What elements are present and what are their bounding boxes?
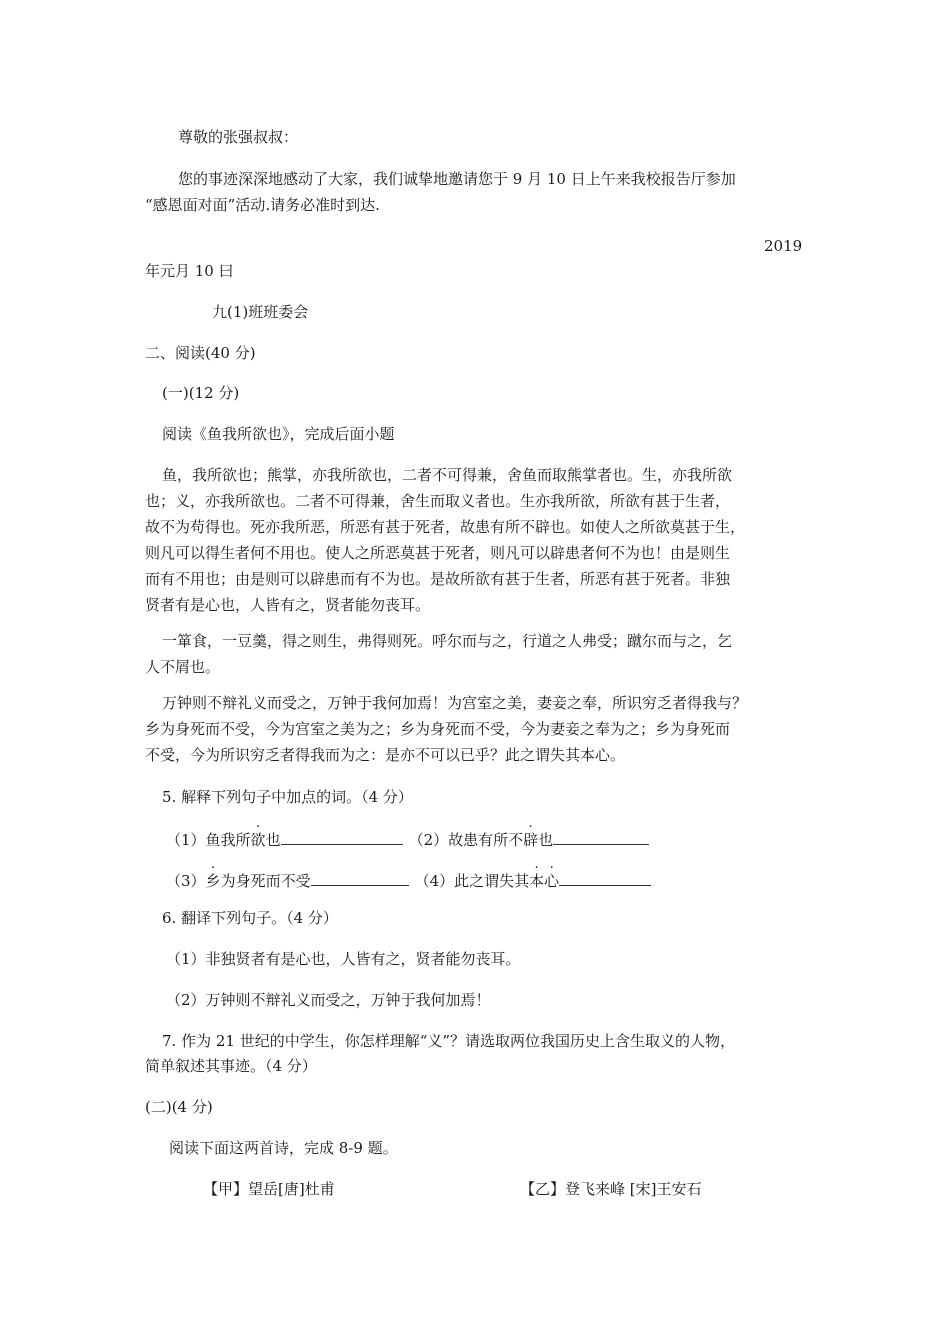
q5-item3-pre: （3） [166,872,206,890]
letter-salutation: 尊敬的张强叔叔： [178,128,299,146]
question-6-stem: 6. 翻译下列句子。（4 分） [162,909,338,927]
passage-line: 鱼，我所欲也；熊掌，亦我所欲也，二者不可得兼，舍鱼而取熊掌者也。生，亦我所欲 [162,466,733,484]
question-5-stem: 5. 解释下列句子中加点的词。（4 分） [162,788,413,806]
letter-signature: 九(1)班班委会 [212,303,309,321]
letter-body-line1: 您的事迹深深地感动了大家，我们诚挚地邀请您于 9 月 10 日上午来我校报告厅参加 [178,170,736,188]
passage-line: 一箪食，一豆羹，得之则生，弗得则死。呼尔而与之，行道之人弗受；蹴尔而与之，乞 [162,632,733,650]
question-7-line1: 7. 作为 21 世纪的中学生，你怎样理解“义”？请选取两位我国历史上含生取义的人物， [162,1032,736,1050]
passage-line: 人不屑也。 [145,658,221,676]
answer-blank-1[interactable] [281,826,403,845]
passage-line: 故不为苟得也。死亦我所恶，所恶有甚于死者，故患有所不辟也。如使人之所欲莫甚于生， [145,518,746,536]
q5-item4-pre: （4）此之谓失其 [414,872,530,890]
poem-a-title: 【甲】望岳[唐]杜甫 [203,1180,335,1198]
answer-blank-4[interactable] [559,867,651,886]
part1-title: (一)(12 分) [162,384,240,402]
q5-item1-pre: （1）鱼我所 [166,831,251,849]
question-5-row1 [166,826,649,852]
part2-title: (二)(4 分) [145,1098,213,1116]
question-7-line2: 简单叙述其事迹。（4 分） [145,1057,317,1075]
passage-line: 也；义，亦我所欲也。二者不可得兼，舍生而取义者也。生亦我所欲，所欲有甚于生者， [145,492,731,510]
question-5-row2 [166,867,651,893]
q5-item1-dotted-word: 欲 [250,831,266,849]
q5-item2-post: 也 [538,831,554,849]
q5-item3-dotted-word: 乡 [205,872,221,890]
passage-line: 万钟则不辩礼义而受之，万钟于我何加焉！为宫室之美，妻妾之奉，所识穷乏者得我与？ [162,694,748,712]
question-6-sentence1: （1）非独贤者有是心也，人皆有之，贤者能勿丧耳。 [166,950,521,968]
q5-item4-dotted-word2: 心 [544,872,560,890]
passage-line: 而有不用也；由是则可以辟患而有不为也。是故所欲有甚于生者，所恶有甚于死者。非独 [145,570,731,588]
passage-paragraph-3 [145,690,805,768]
q5-item3-post: 为身死而不受 [220,872,311,890]
passage-line: 贤者有是心也，人皆有之，贤者能勿丧耳。 [145,596,431,614]
poem-b-title: 【乙】登飞来峰 [宋]王安石 [520,1180,702,1198]
question-6-sentence2: （2）万钟则不辩礼义而受之，万钟于我何加焉！ [166,991,491,1009]
q5-item4-dotted-word1: 本 [529,872,545,890]
part2-intro: 阅读下面这两首诗，完成 8-9 题。 [169,1139,398,1157]
letter-body-line2: “感恩面对面”活动.请务必准时到达. [145,196,380,214]
q5-item2-dotted-word: 辟 [523,831,539,849]
answer-blank-3[interactable] [311,867,409,886]
q5-item1-post: 也 [265,831,281,849]
passage-line: 乡为身死而不受，今为宫室之美为之；乡为身死而不受，今为妻妾之奉为之；乡为身死而 [145,720,731,738]
section-title: 二、阅读(40 分) [145,344,256,362]
passage-paragraph-1 [145,462,805,618]
letter-date: 年元月 10 曰 [145,262,234,280]
passage-line: 则凡可以得生者何不用也。使人之所恶莫甚于死者，则凡可以辟患者何不为也！由是则生 [145,544,731,562]
answer-blank-2[interactable] [553,826,649,845]
q5-item2-pre: （2）故患有所不 [408,831,524,849]
letter-date-year: 2019 [764,237,803,255]
passage-paragraph-2 [145,628,805,680]
reading-intro: 阅读《鱼我所欲也》，完成后面小题 [162,425,395,443]
passage-line: 不受，今为所识穷乏者得我而为之：是亦不可以已乎？此之谓失其本心。 [145,746,626,764]
